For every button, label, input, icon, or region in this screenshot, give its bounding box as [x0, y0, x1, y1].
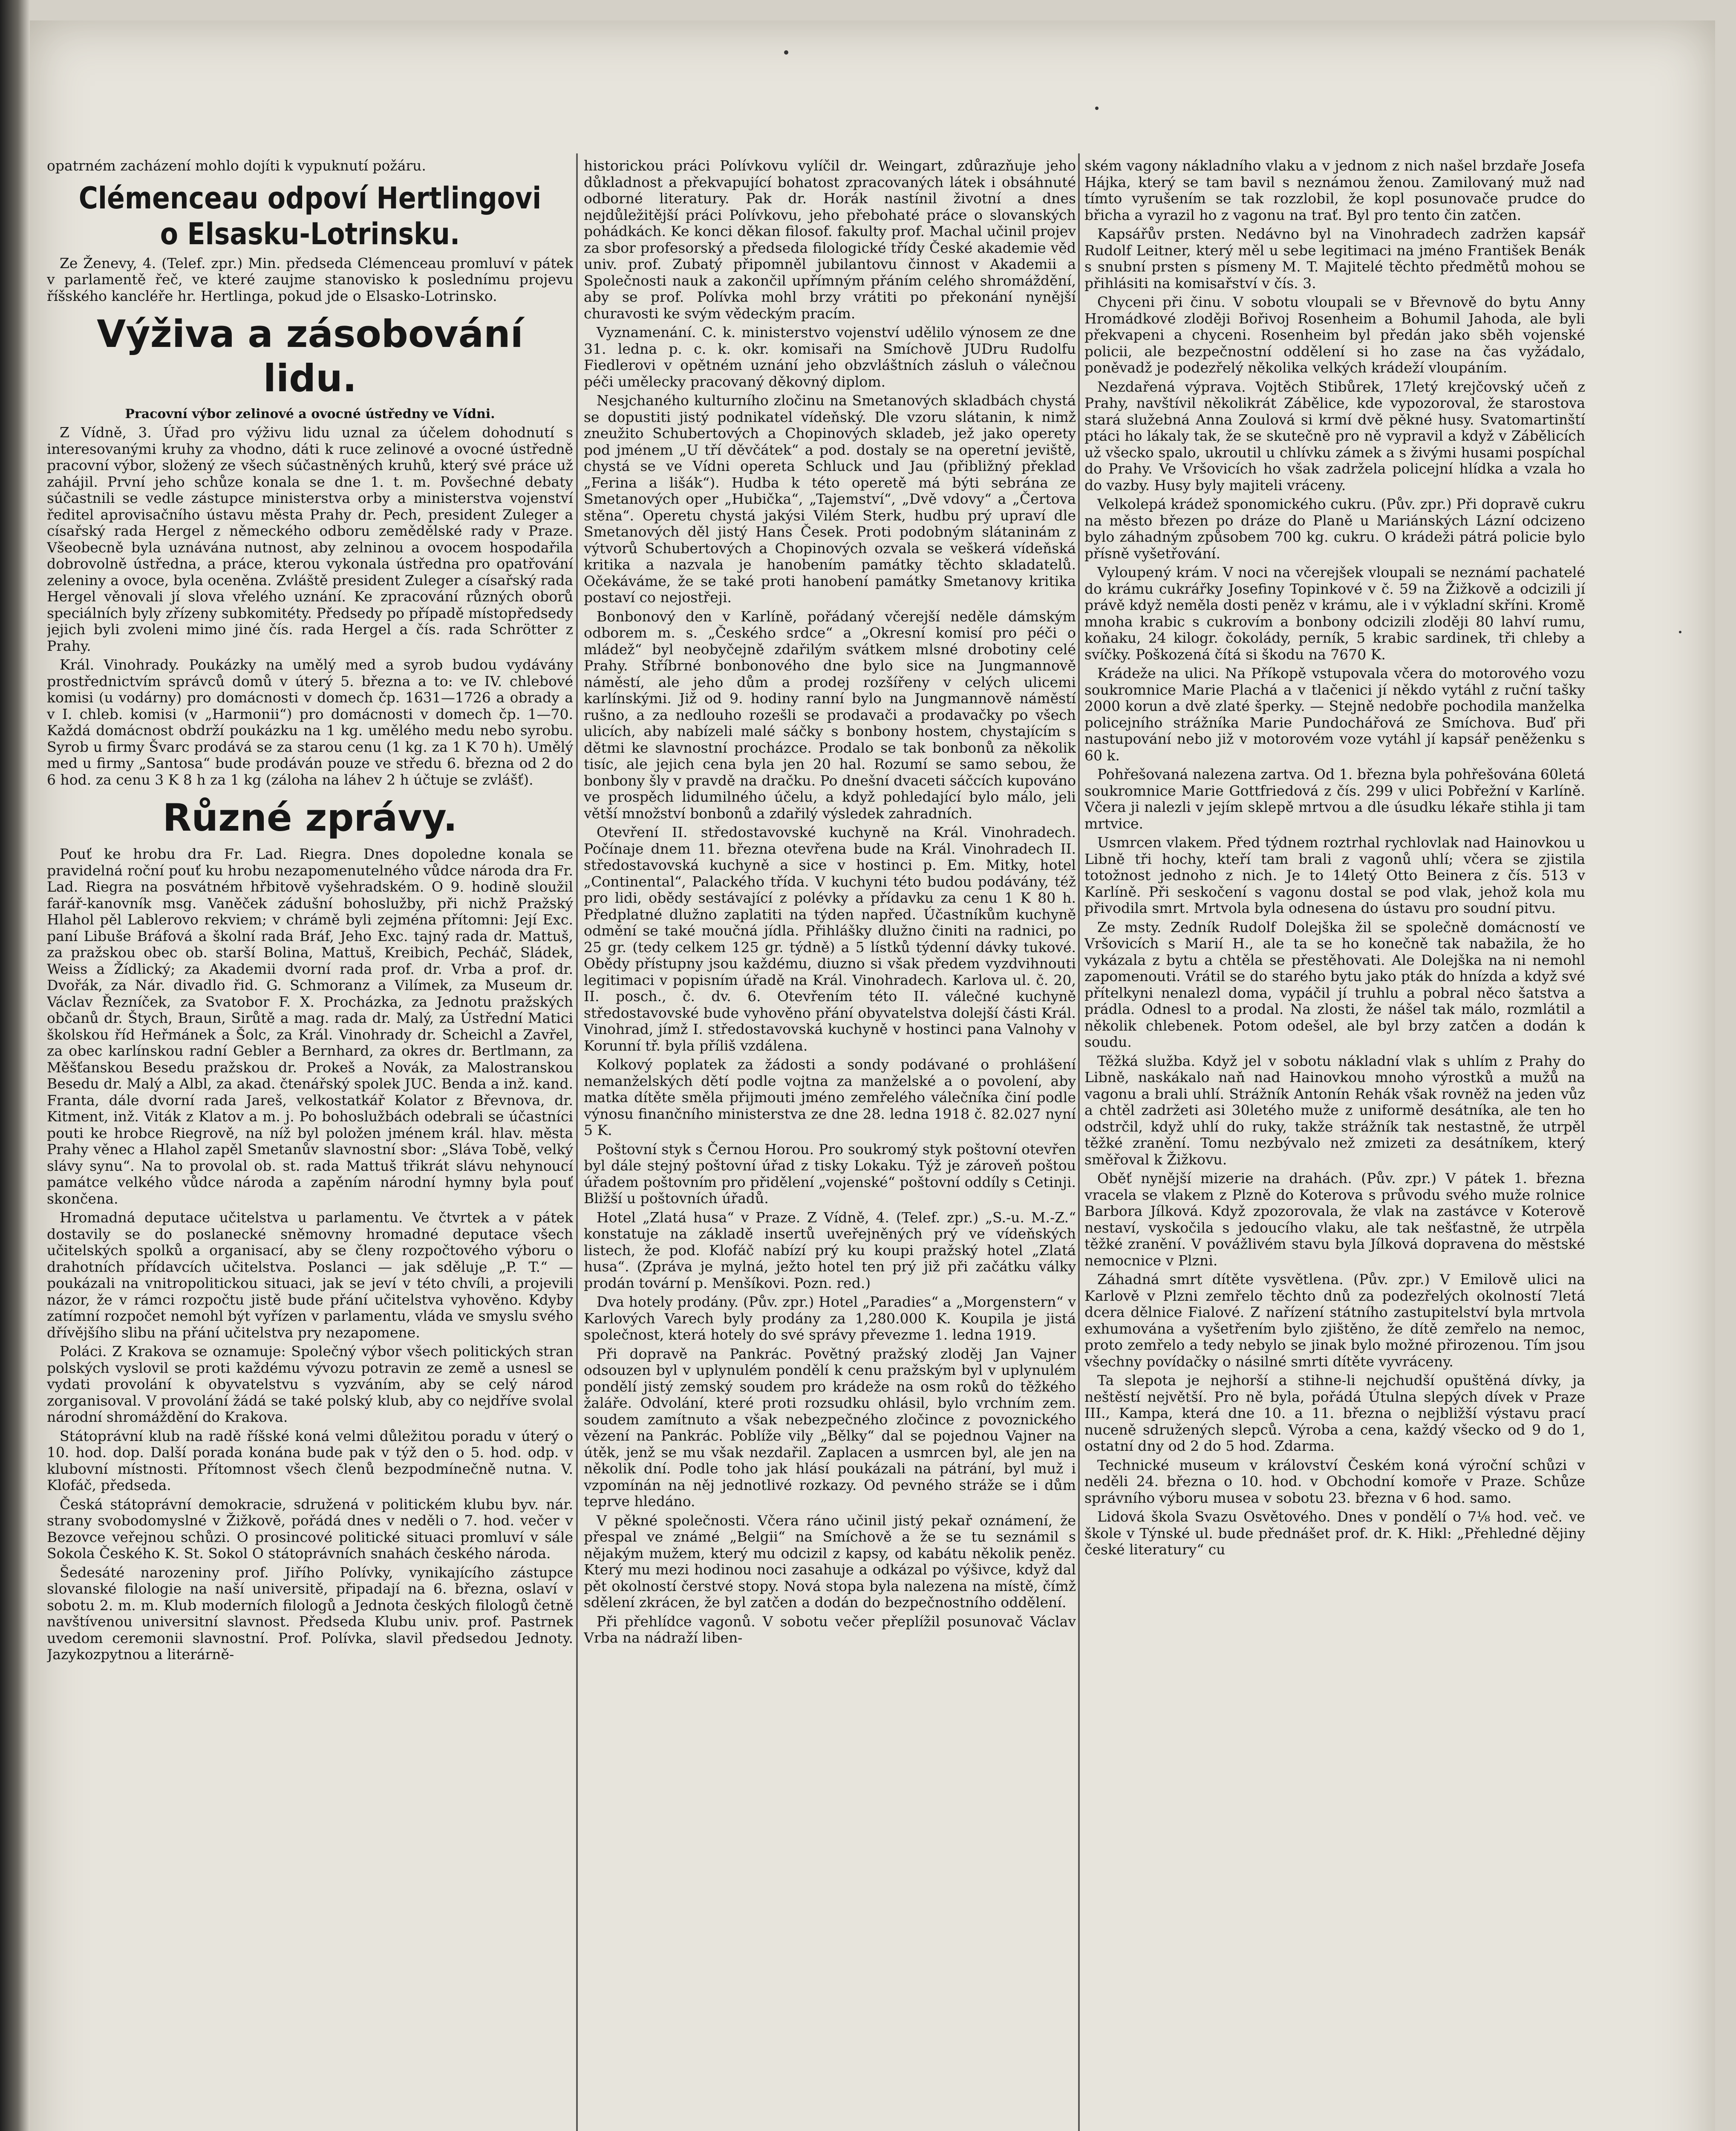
- article-dva-hotely: Dva hotely prodány. (Pův. zpr.) Hotel „Paradies“ a „Morgenstern“ v Karlových Varech byly prodány za 1,280.000 K. Koupila je jistá společnost, která hotely do své správy převezme 1. ledna 1919.: [584, 1294, 1076, 1343]
- article-pankrac: Při dopravě na Pankrác. Povětný pražský zloděj Jan Vajner odsouzen byl v uplynulém pondělí k cenu pražským byl v uplynulém pondělí jistý zemský soudem pro krádeže na osm roků do těžkého žaláře. Odvolání, které proti rozsudku ohlásil, bylo vrchním zem. soudem zamítnuto a však nebezpečného zločince z povoznického vězení na Pankrác. Poblíže vily „Bělky“ dal se pojednou Vajner na útěk, jenž se mu však nezdařil. Zaplacen a usmrcen byl, ale jen na několik dní. Podle toho jak hlásí poukázali na pátrání, byl muž i vzpomínán na něj jednotlivé rozkazy. Od pevného stráže se i dům teprve hledáno.: [584, 1345, 1076, 1510]
- article-deputace: Hromadná deputace učitelstva u parlamentu. Ve čtvrtek a v pátek dostavily se do poslanecké sněmovny hromadné deputace všech učitelských spolků a organisací, aby se členy rozpočtového výboru o drahotních přídavcích učitelstva. Poslanci — jak sděluje „P. T.“ — poukázali na vnitropolitickou situaci, jak se jeví v této chvíli, a projevili názor, že v rámci rozpočtu jistě bude přání učitelstva vyhověno. Kdyby zatímní rozpočet nemohl být vyřízen v parlamentu, vláda ve smyslu svého dřívějšího slibu na přání učitelstva pry nezapomene.: [47, 1209, 573, 1341]
- article-lidova-skola: Lidová škola Svazu Osvětového. Dnes v pondělí o 7⅛ hod. več. ve škole v Týnské ul. bude přednášet prof. dr. K. Hikl: „Přehledné dějiny české literatury“ cu: [1084, 1508, 1585, 1558]
- article-slepota: Ta slepota je nejhorší a stihne-li nejchudší opuštěná dívky, ja neštěstí největší. Pro ně byla, pořádá Útulna slepých dívek v Praze III., Kampa, která dne 10. a 11. března o nejbližší výstavu prací nuceně sdružených slepců. Výroba a cena, každý všecko od 9 do 1, ostatní dny od 2 do 5 hod. Zdarma.: [1084, 1372, 1585, 1454]
- article-polivka: Šedesáté narozeniny prof. Jiřího Polívky, vynikajícího zástupce slovanské filologie na naší universitě, připadají na 6. března, oslaví v sobotu 2. m. m. Klub moderních filologů a Jednota českých filologů četně navštívenou universitní slavnost. Předseda Klubu univ. prof. Pastrnek uvedom ceremonii slavnostní. Prof. Polívka, slavil předsedou Jednoty. Jazykozpytnou a literárně-: [47, 1564, 573, 1663]
- article-zlata-husa: Hotel „Zlatá husa“ v Praze. Z Vídně, 4. (Telef. zpr.) „S.-u. M.-Z.“ konstatuje na základě insertů uveřejněných prý ve vídeňských listech, že pod. Klofáč nabízí prý ku koupi pražský hotel „Zlatá husa“. (Zpráva je mylná, ježto hotel ten prý již při začátku války prodán tovární p. Menšíkovi. Pozn. red.): [584, 1209, 1076, 1291]
- headline-ruzne-zpravy: Různé zprávy.: [162, 796, 458, 840]
- article-vyprava: Nezdařená výprava. Vojtěch Stibůrek, 17letý krejčovský učeň z Prahy, navštívil několikrát Zábělice, kde vypozoroval, že starostova stará služebná Anna Zoulová si krmí dvě pěkné husy. Svatomartinští ptáci ho lákaly tak, že se skutečně pro ně vypravil a když v Zábělicích už všecko spalo, ukroutil u chlívku zámek a s živými husami pospíchal do Prahy. Ve Vršovicích ho však zadržela policejní hlídka a vzala ho do vazby. Husy byly majiteli vráceny.: [1084, 378, 1585, 494]
- article-zahadna-smrt: Záhadná smrt dítěte vysvětlena. (Pův. zpr.) V Emilově ulici na Karlově v Plzni zemřelo těchto dnů za podezřelých okolností 7letá dcera dělnice Fialové. Z nařízení státního zastupitelství byla mrtvola exhumována a vyšetřením bylo zjištěno, že dítě zemřelo na nemoc, proto zemřelo a tedy nebylo se jinak bylo možné přirozenou. Tím jsou všechny povídačky o násilné smrti dítěte vyvráceny.: [1084, 1271, 1585, 1370]
- article-continuation: opatrném zacházení mohlo dojíti k vypuknutí požáru.: [47, 158, 426, 174]
- article-vagony: ském vagony nákladního vlaku a v jednom z nich našel brzdaře Josefa Hájka, který se tam bavil s neznámou ženou. Zamilovaný muž nad tímto vyrušením se tak rozzlobil, že kopl posunovače prudce do břicha a vyrazil ho z vagonu na trať. Byl pro tento čin zatčen.: [1084, 158, 1585, 223]
- article-kram: Vyloupený krám. V noci na včerejšek vloupali se neznámí pachatelé do krámu cukrářky Josefiny Topinkové v č. 59 na Žižkově a odcizili jí právě když neměla dosti peněz v krámu, ale i v výkladní skříni. Kromě mnoha krabic s cukrovím a bonbony odcizili zloději 80 lahví rumu, koňaku, 24 kilogr. čokolády, perník, 5 krabic sardinek, tři chleby a svíčky. Poškozená čítá si škodu na 7670 K.: [1084, 564, 1585, 663]
- article-clemenceau: Ze Ženevy, 4. (Telef. zpr.) Min. předseda Clémenceau promluví v pátek v parlamentě řeč, ve které zaujme stanovisko k poslednímu projevu říšského kancléře hr. Hertlinga, pokud jde o Elsasko-Lotrinsko.: [47, 254, 573, 304]
- article-kradeze: Krádeže na ulici. Na Příkopě vstupovala včera do motorového vozu soukromnice Marie Plachá a v tlačenici jí někdo vytáhl z ruční tašky 2000 korun a dvě zlaté šperky. — Stejně nedobře pochodila manželka policejního strážníka Marie Pundochářová ze Smíchova. Buď při nastupování nebo již v motorovém voze vytáhl jí kapsář peněženku s 60 k.: [1084, 665, 1585, 764]
- article-polaci: Poláci. Z Krakova se oznamuje: Společný výbor všech politických stran polských vyslovil se proti každému vývozu potravin ze země a usnesl se vydati provolání k obyvatelstvu s vyzváním, aby se celý národ zorganisoval. V provolání žádá se také polský klub, aby co nejdříve svolal národní shromáždění do Krakova.: [47, 1343, 573, 1425]
- article-prehlidka: Při přehlídce vagonů. V sobotu večer přeplížil posunovač Václav Vrba na nádraží liben-: [584, 1613, 1076, 1646]
- article-vyznamenani: Vyznamenání. C. k. ministerstvo vojenství udělilo výnosem ze dne 31. ledna p. c. k. okr. komisaři na Smíchově JUDru Rudolfu Fiedlerovi v opětném uznání jeho obzvláštních zásluh o válečnou péči umělecky pracovaný děkovný diplom.: [584, 324, 1076, 390]
- article-kolkovy: Kolkový poplatek za žádosti a sondy podávané o prohlášení nemanželských dětí podle vojtna za manželské a o povolení, aby matka dítěte směla přijmouti jméno zemřelého válečníka činí podle výnosu finančního ministerstva ze dne 28. ledna 1918 č. 82.027 nyní 5 K.: [584, 1056, 1076, 1138]
- article-spolecnost: V pěkné společnosti. Včera ráno učinil jistý pekař oznámení, že přespal ve známé „Belgii“ na Smíchově a že se tu seznámil s nějakým mužem, který mu odcizil z kapsy, od kabátu několik peněz. Který mu mezi hodinou noci zasahuje a odkázal po výšivce, když dal pět okolností čerstvé stopy. Nová stopa byla nalezena na místě, čímž sdělení zkrácen, že byl zatčen a dodán do bezpečnostního oddělení.: [584, 1512, 1076, 1611]
- article-museum: Technické museum v království Českém koná výroční schůzi v neděli 24. března o 10. hod. v Obchodní komoře v Praze. Schůze správního výboru musea v sobotu 23. března v 6 hod. samo.: [1084, 1456, 1585, 1506]
- article-chyceni: Chyceni při činu. V sobotu vloupali se v Břevnově do bytu Anny Hromádkové zloději Bořivoj Rosenheim a Bohumil Jahoda, ale byli překvapeni a chyceni. Rosenheim byl předán jako sběh vojenské policii, ale bezpečnostní oddělení si ho zase na čas vyžádalo, poněvadž je podezřelý několika velkých krádeží vloupáním.: [1084, 294, 1585, 376]
- column-3: [1084, 158, 1585, 2131]
- scan-edge: [0, 0, 30, 2131]
- article-tezka-sluzba: Těžká služba. Když jel v sobotu nákladní vlak s uhlím z Prahy do Libně, naskákalo naň nad Hainovkou mnoho výrostků a mužů na vagonu a brali uhlí. Strážník Antonín Rehák však rovněž na jeden vůz a chtěl zadržeti asi 30letého muže z uniformě desátníka, ale ten ho odstrčil, když uhlí do ruky, takže strážník tak nestastně, že utrpěl těžké zranění. Tomu nezbývalo než zmizeti za desátníkem, který směřoval k Žižkovu.: [1084, 1052, 1585, 1168]
- headline-vyziva: Výživa a zásobování lidu.: [97, 312, 523, 400]
- article-vybor: Z Vídně, 3. Úřad pro výživu lidu uznal za účelem dohodnutí s interesovanými kruhy za vhodno, dáti k ruce zelinové a ovocné ústředně pracovní výbor, složený ze všech súčastněných kruhů, který své práce už zahájil. První jeho schůze konala se dne 1. t. m. Povšechné debaty súčastnili se vedle zástupce ministerstva orby a ministerstva vojenství ředitel aprovisačního ústavu města Prahy dr. Pech, president Zuleger a císařský rada Hergel z německého odboru zemědělské rady v Praze. Všeobecně byla uznávána nutnost, aby zelninou a ovocem hospodařila dobrovolně ústředna, a práce, kterou vykonala ústředna pro opatřování zeleniny a ovoce, byla oceněna. Zvláště president Zuleger a císařský rada Hergel věnovali jí slova vřelého uznání. Ke zpracování různých oborů speciálních byly zřízeny subkomitéty. Předsedy po případě místopředsedy jejich byli zvoleni mimo jiné čís. rada Hergel a čís. rada Schrötter z Prahy.: [47, 424, 573, 654]
- article-zartva: Pohřešovaná nalezena zartva. Od 1. března byla pohřešována 60letá soukromnice Marie Gottfriedová z čís. 299 v ulici Pobřežní v Karlíně. Včera ji nalezli v jejím sklepě mrtvou a dle úsudku lékaře stihla ji tam mrtvice.: [1084, 766, 1585, 832]
- article-zety: Ze msty. Zedník Rudolf Dolejška žil se společně domácností ve Vršovicích s Marií H., ale ta se ho konečně tak nabažila, že ho vykázala z bytu a chtěla se přestěhovati. Ale Dolejška na ni nemohl zapomenouti. Vrátil se do starého bytu jako pták do hnízda a když své přítelkyni nenalezl doma, vypáčil jí truhlu a pobral něco šatstva a prádla. Odnesl to a prodal. Na zlosti, že nášel tak málo, rozmlátil a několik chlebenek. Potom odešel, ale byl brzy zatčen a dodán k soudu.: [1084, 918, 1585, 1050]
- column-rule: [1078, 153, 1080, 2131]
- article-polivka-continuation: historickou práci Polívkovu vylíčil dr. Weingart, zdůrazňuje jeho důkladnost a překvapující bohatost zpracovaných látek i obsáhnuté odborné literatury. Pak dr. Horák nastínil životní a dnes nejdůležitější práci Polívkovu, jeho přebohaté práce o slovanských pohádkách. Ke konci děkan filosof. fakulty prof. Machal učinil projev za sbor profesorský a předseda filologické třídy České akademie věd univ. prof. Zubatý připomněl jubilantovu činnost v Akademii a Společnosti nauk a zakončil upřímným přáním celého shromáždění, aby se prof. Polívka mohl brzy vrátiti po překonání nynější churavosti ke svým vědeckým pracím.: [584, 158, 1076, 322]
- column-2: [584, 158, 1076, 2131]
- article-demokracie: Česká státoprávní demokracie, sdružená v politickém klubu byv. nár. strany svobodomyslné v Žižkově, pořádá dnes v neděli o 7. hod. večer v Bezovce veřejnou schůzi. O prosincové politické situaci promluví v sále Sokola Českého K. St. Sokol O státoprávních snahách českého národa.: [47, 1496, 573, 1562]
- article-rieger: Pouť ke hrobu dra Fr. Lad. Riegra. Dnes dopoledne konala se pravidelná roční pouť ku hrobu nezapomenutelného vůdce národa dra Fr. Lad. Riegra na posvátném hřbitově vyšehradském. O 9. hodině sloužil farář-kanovník msg. Vaněček zádušní bohoslužby, při nichž Pražský Hlahol pěl Lablerovo rekviem; v chrámě byli zejména přítomni: Její Exc. paní Libuše Bráfová a školní rada Bráf, Jeho Exc. tajný rada dr. Mattuš, za pražskou obec ob. starší Bolina, Mattuš, Kreibich, Pecháč, Sládek, Weiss a Žídlický; za Akademii dvorní rada prof. dr. Vrba a prof. dr. Dvořák, za Nár. divadlo řid. G. Schmoranz a Vilímek, za Museum dr. Václav Řezníček, za Svatobor F. X. Procházka, za Jednotu pražských občanů dr. Štych, Braun, Sirůtě a mag. rada dr. Malý, za Ústřední Matici školskou říd Heřmánek a Šolc, za Král. Vinohrady dr. Scheichl a Zavřel, za obec karlínskou radní Gebler a Bernhard, za okres dr. Bertlmann, za Měšťanskou Besedu pražskou dr. Prokeš a Novák, za Malostranskou Besedu dr. Malý a Albl, za akad. čtenářský spolek JUC. Benda a inž. kand. Franta, dále dvorní rada Jareš, velkostatkář Kolator z Břevnova, dr. Kitment, inž. Viták z Klatov a m. j. Po bohoslužbách odebrali se účastníci pouti ke hrobce Riegrově, na níž byl položen jménem král. hlav. města Prahy věnec a Hlahol zapěl Smetanův slavnostní sbor: „Sláva Tobě, velký slávy synu“. Na to provolal ob. st. rada Mattuš třikrát slávu nehynoucí památce velkého vůdce národa a zapěním národní hymny byla pouť skončena.: [47, 846, 573, 1207]
- article-usmrcen: Usmrcen vlakem. Před týdnem roztrhal rychlovlak nad Hainovkou u Libně tři hochy, kteří tam brali z vagonů uhlí; včera se zjistila totožnost jednoho z nich. Je to 14letý Otto Beinera z čís. 513 v Karlíně. Při seskočení s vagonu dostal se pod vlak, jehož kola mu přivodila smrt. Mrtvola byla odnesena do ústavu pro soudní pitvu.: [1084, 834, 1585, 916]
- article-obet: Oběť nynější mizerie na drahách. (Pův. zpr.) V pátek 1. března vracela se vlakem z Plzně do Koterova s průvodu svého muže rolnice Barbora Jílková. Když zpozorovala, že vlak na zastávce v Koterově nestaví, vyskočila s jedoucího vlaku, ale tak nešťastně, že utrpěla těžké zranění. V povážlivém stavu byla Jílková dopravena do městské nemocnice v Plzni.: [1084, 1170, 1585, 1269]
- article-postovni: Poštovní styk s Černou Horou. Pro soukromý styk poštovní otevřen byl dále stejný poštovní úřad z tisky Lokaku. Týž je zároveň poštou úřadem poštovním pro přidělení „vojenské“ poštovní oddíly s Cetinji. Bližší u poštovních úřadů.: [584, 1141, 1076, 1207]
- scan-speck: [784, 50, 788, 55]
- column-rule: [576, 153, 578, 2131]
- column-1: [47, 158, 573, 2131]
- article-med: Král. Vinohrady. Poukázky na umělý med a syrob budou vydávány prostřednictvím správců domů v úterý 5. března a to: ve IV. chlebové komisi (u vodárny) pro domácnosti v domech čp. 1631—1726 a obrady a v I. chleb. komisi (v „Harmonii“) pro domácnosti v domech čp. 1—70. Každá domácnost obdrží poukázku na 1 kg. umělého medu nebo syrobu. Syrob u firmy Švarc prodává se za starou cenu (1 kg. za 1 K 70 h). Umělý med u firmy „Santosa“ bude prodáván pouze ve středu 6. března od 2 do 6 hod. za cenu 3 K 8 h za 1 kg (záloha na láhev 2 h účtuje se zvlášť).: [47, 656, 573, 788]
- article-kapsar: Kapsářův prsten. Nedávno byl na Vinohradech zadržen kapsář Rudolf Leitner, který měl u sebe legitimaci na jméno František Benák s snubní prsten s písmeny M. T. Majitelé těchto předmětů mohou se přihlásiti na komisařství v čís. 3.: [1084, 225, 1585, 292]
- subhead-vybor: Pracovní výbor zelinové a ovocné ústředny ve Vídni.: [125, 407, 495, 422]
- article-klub: Státoprávní klub na radě říšské koná velmi důležitou poradu v úterý o 10. hod. dop. Další porada konána bude pak v týž den o 5. hod. odp. v klubovní místnosti. Přítomnost všech členů bezpodmínečně nutna. V. Klofáč, předseda.: [47, 1427, 573, 1493]
- scan-speck: [1095, 107, 1099, 110]
- scan-speck: [1679, 631, 1681, 633]
- article-bonbony: Bonbonový den v Karlíně, pořádaný včerejší neděle dámským odborem m. s. „Českého srdce“ a „Okresní komisí pro péči o mládež“ byl neobyčejně zdařilým svátkem mlsné drobotiny celé Prahy. Stříbrné bonbonového dne bylo sice na Jungmannově náměstí, ale jeho dům a prodej rozšířeny v celých ulicemi karlínskými. Již od 9. hodiny ranní bylo na Jungmannově náměstí rušno, a za nedlouho rozešli se prodavači a prodavačky po všech ulicích, aby nabízeli malé sáčky s bonbony hostem, chystajícím s dětmi ke slavnostní procházce. Prodalo se tak bonbonů za několik tisíc, ale jejich cena byla jen 20 hal. Rozumí se samo sebou, že bonbony šly v pravdě na dračku. Po dnešní dvaceti sáčcích kupováno ve prospěch lidumilného účelu, a když pohledající bylo málo, jeli větší množství bonbonů a zdařilý výsledek zahradních.: [584, 608, 1076, 822]
- article-cukr: Velkolepá krádež sponomického cukru. (Pův. zpr.) Při dopravě cukru na město březen po dráze do Planě u Mariánských Lázní odcizeno bylo záhadným způsobem 700 kg. cukru. O krádeži pátrá policie bylo přísně vyšetřování.: [1084, 496, 1585, 562]
- article-smetana: Nesjchaného kulturního zločinu na Smetanových skladbách chystá se dopustiti jistý podnikatel vídeňský. Dle vzoru slátanin, k nimž zneužito Schubertových a Chopinových skladeb, jež jako operety pod jménem „U tří děvčátek“ a pod. dostaly se na operetní jeviště, chystá se ve Vídni opereta Schluck und Jau (přibližný překlad „Ferina a lišák“). Hudba k této operetě má býti sebrána ze Smetanových oper „Hubička“, „Tajemství“, „Dvě vdovy“ a „Čertova stěna“. Operetu chystá jakýsi Vilém Sterk, hudbu prý upraví dle Smetanových děl jistý Hans Česek. Proti podobným slátaninám z výtvorů Schubertových a Chopinových ozvala se veškerá vídeňská kritika a nazvala je hanobením památky těchto skladatelů. Očekáváme, že se také proti hanobení památky Smetanovy kritika postaví co nejostřeji.: [584, 392, 1076, 606]
- article-kuchyne: Otevření II. středostavovské kuchyně na Král. Vinohradech. Počínaje dnem 11. března otevřena bude na Král. Vinohradech II. středostavovská kuchyně a sice v hostinci p. Em. Mitky, hotel „Continental“, Palackého třída. V kuchyni této budou podávány, též pro lidi, obědy sestávající z polévky a přídavku za cenu 1 K 80 h. Předplatné dlužno zaplatiti na týden napřed. Účastníkům kuchyně odmění se také moučná jídla. Přihlášky dlužno činiti na radnici, po 25 gr. (tedy celkem 125 gr. týdně) a 5 lístků týdenní dávky tukové. Obědy přístupny jsou každému, diuzno si však předem vyzdvihnouti legitimaci v popisním úřadě na Král. Vinohradech. Karlova ul. č. 20, II. posch., č. dv. 6. Otevřením této II. válečné kuchyně středostavovské bude vyhověno přání obyvatelstva dolejší části Král. Vinohrad, jímž I. středostavovská kuchyně v hostinci pana Valnohy v Korunní tř. byla příliš vzdálena.: [584, 824, 1076, 1054]
- headline-clemenceau: Clémenceau odpoví Hertlingovi o Elsasku-Lotrinsku.: [78, 180, 542, 251]
